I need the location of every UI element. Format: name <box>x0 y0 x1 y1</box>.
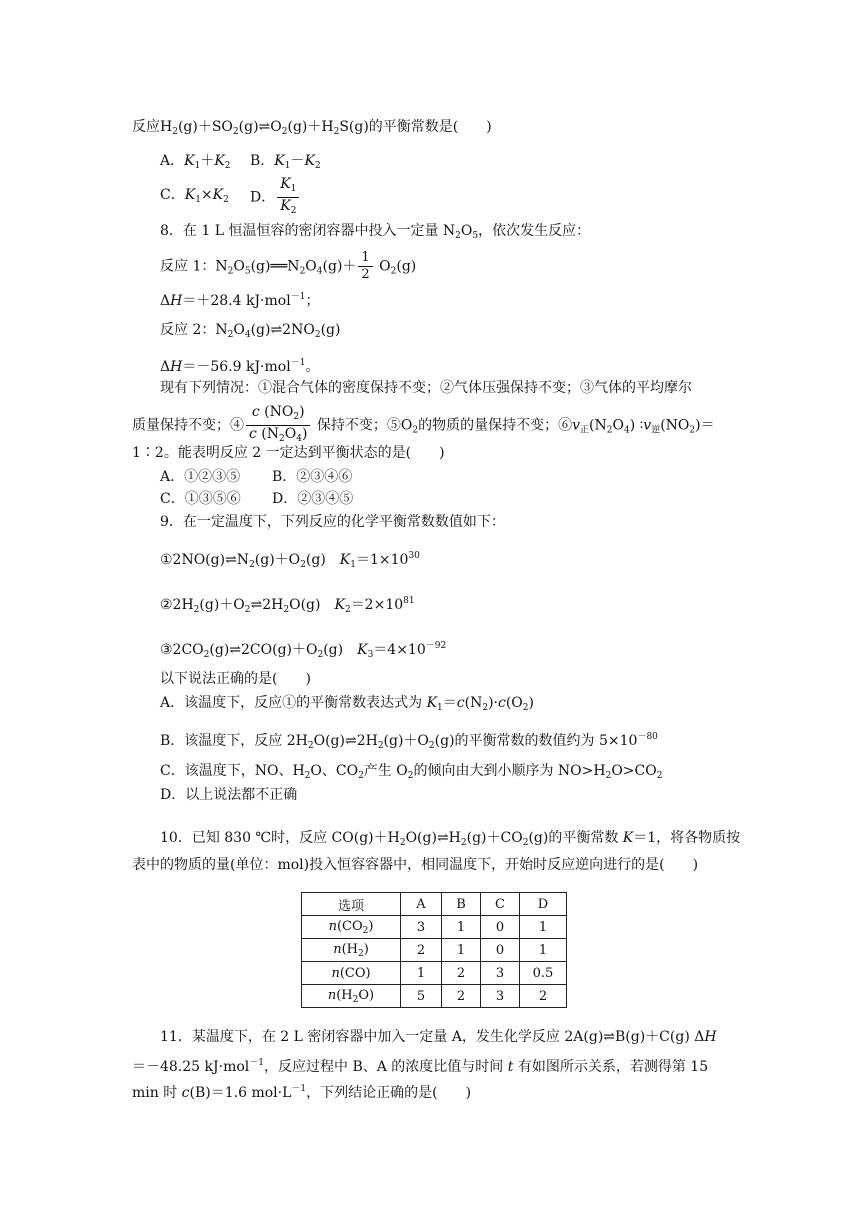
q8-reaction-2: 反应 2：$N_2O_4(g)\rightleftharpoons 2NO_2(g)$ <box>160 322 341 340</box>
table-cell: 5 <box>401 985 442 1008</box>
table-cell: 0 <box>481 916 520 939</box>
table-cell: 2 <box>442 962 481 985</box>
q9-equation-3: $③2CO_2(g)\rightleftharpoons 2CO(g)+O_2(g)$ $K_3=4\times 10^{-92}$ <box>160 641 447 660</box>
q7-option-b: B．$K_1-K_2$ <box>250 153 321 171</box>
table-header-cell: D <box>520 893 567 916</box>
q9-option-a: A．该温度下，反应①的平衡常数表达式为 $K_1=c(N_2)\cdot c(O_2)$ <box>160 695 534 713</box>
table-header-row <box>302 893 567 916</box>
table-cell: 2 <box>442 985 481 1008</box>
table-row <box>302 939 567 962</box>
q8-dh-1: ΔH＝＋28.4 kJ·mol$^{-1}$； <box>160 292 320 309</box>
q7-option-d: D． $\frac{K_1}{K_2}$ <box>250 176 301 219</box>
table-header-cell: A <box>401 893 442 916</box>
table-header-cell: C <box>481 893 520 916</box>
q8-dh-2: ΔH＝－56.9 kJ·mol$^{-1}$。 <box>160 358 320 375</box>
table-cell: 1 <box>520 939 567 962</box>
q8-conditions-line-2: 质量保持不变；④ $\frac{c (NO_2)}{c (N_2O_4)}$ 保持不变；$⑤O_2$的物质的量保持不变；$⑥v_正(N_2O_4)$ $∶v_逆(NO_2)=$ <box>132 404 715 444</box>
table-row <box>302 962 567 985</box>
q9-stem: 9．在一定温度下，下列反应的化学平衡常数数值如下： <box>160 514 505 530</box>
q8-stem: 8．在 1 L 恒温恒容的密闭容器中投入一定量 $N_2O_5$，依次发生反应： <box>160 223 591 241</box>
q9-equation-1: $①2NO(g)\rightleftharpoons N_2(g)+O_2(g)$ $K_1=1\times 10^{30}$ <box>160 551 420 570</box>
q11-stem-line-3: min 时 c(B)＝1.6 $mol\cdot L^{-1}$，下列结论正确的是( ) <box>132 1084 472 1101</box>
table-header-cell: B <box>442 893 481 916</box>
q10-stem-line-1: 10．已知 830 ℃时，反应 $CO(g)+H_2O(g)\rightleftharpoons H_2(g)+CO_2(g)$的平衡常数 K＝1，将各物质按 <box>160 830 741 848</box>
q8-reaction-1: 反应 1：$N_2O_5(g)══N_2O_4(g)+$ $\frac{1}{2}$ $O_2(g)$ <box>160 250 417 282</box>
table-cell: 1 <box>520 916 567 939</box>
table-cell: 1 <box>442 939 481 962</box>
q11-stem-line-2: ＝－48.25 kJ·mol$^{-1}$，反应过程中 B、A 的浓度比值与时间 t 有如图所示关系，若测得第 15 <box>132 1058 709 1075</box>
row-label-n-h2o: $n(H_2O)$ <box>302 985 401 1008</box>
table-cell: 2 <box>401 939 442 962</box>
table-cell: 0 <box>481 939 520 962</box>
table-header-cell: 选项 <box>302 893 401 916</box>
q8-option-b: B．②③④⑥ <box>272 469 353 485</box>
q8-option-a: A．①②③⑤ <box>160 469 241 485</box>
q7-stem: 反应$H_2(g)+SO_2(g)\rightleftharpoons O_2(g)+H_2S(g)$的平衡常数是( ) <box>132 119 492 137</box>
table-row <box>302 916 567 939</box>
q10-stem-line-2: 表中的物质的量(单位：mol)投入恒容容器中，相同温度下，开始时反应逆向进行的是( ) <box>132 857 699 873</box>
q7-option-a: A．$K_1+K_2$ <box>160 153 231 171</box>
q9-equation-2: $②2H_2(g)+O_2\rightleftharpoons 2H_2O(g)$ $K_2=2\times 10^{81}$ <box>160 596 415 615</box>
q9-option-c: C．该温度下，NO、$H_2O$、$CO_2$产生 $O_2$的倾向由大到小顺序为 $NO>H_2O>CO_2$ <box>160 763 663 781</box>
q9-option-b: B．该温度下，反应 $2H_2O(g)\rightleftharpoons 2H_2(g)+O_2(g)$的平衡常数的数值约为 $5\times 10^{-80}$ <box>160 732 658 751</box>
table-cell: 0.5 <box>520 962 567 985</box>
q10-data-table <box>301 892 567 1008</box>
q9-question: 以下说法正确的是( ) <box>160 671 311 687</box>
table-cell: 3 <box>481 962 520 985</box>
table-cell: 3 <box>481 985 520 1008</box>
q7-option-c: C．$K_1\times K_2$ <box>160 187 229 205</box>
table-row <box>302 985 567 1008</box>
q8-conditions-line-1: 现有下列情况：①混合气体的密度保持不变；②气体压强保持不变；③气体的平均摩尔 <box>160 380 692 396</box>
row-label-n-co: n(CO) <box>302 962 401 985</box>
table-cell: 2 <box>520 985 567 1008</box>
table-cell: 1 <box>401 962 442 985</box>
q8-conditions-line-3: 1∶2。能表明反应 2 一定达到平衡状态的是( ) <box>132 445 445 461</box>
row-label-n-co2: $n(CO_2)$ <box>302 916 401 939</box>
table-cell: 1 <box>442 916 481 939</box>
q8-option-d: D．②③④⑤ <box>272 491 354 507</box>
q11-stem-line-1: 11．某温度下，在 2 L 密闭容器中加入一定量 A，发生化学反应 2A(g)⇌B(g)＋C(g) ΔH <box>160 1029 717 1045</box>
q8-option-c: C．①③⑤⑥ <box>160 491 241 507</box>
table-cell: 3 <box>401 916 442 939</box>
row-label-n-h2: $n(H_2)$ <box>302 939 401 962</box>
q9-option-d: D．以上说法都不正确 <box>160 787 298 803</box>
